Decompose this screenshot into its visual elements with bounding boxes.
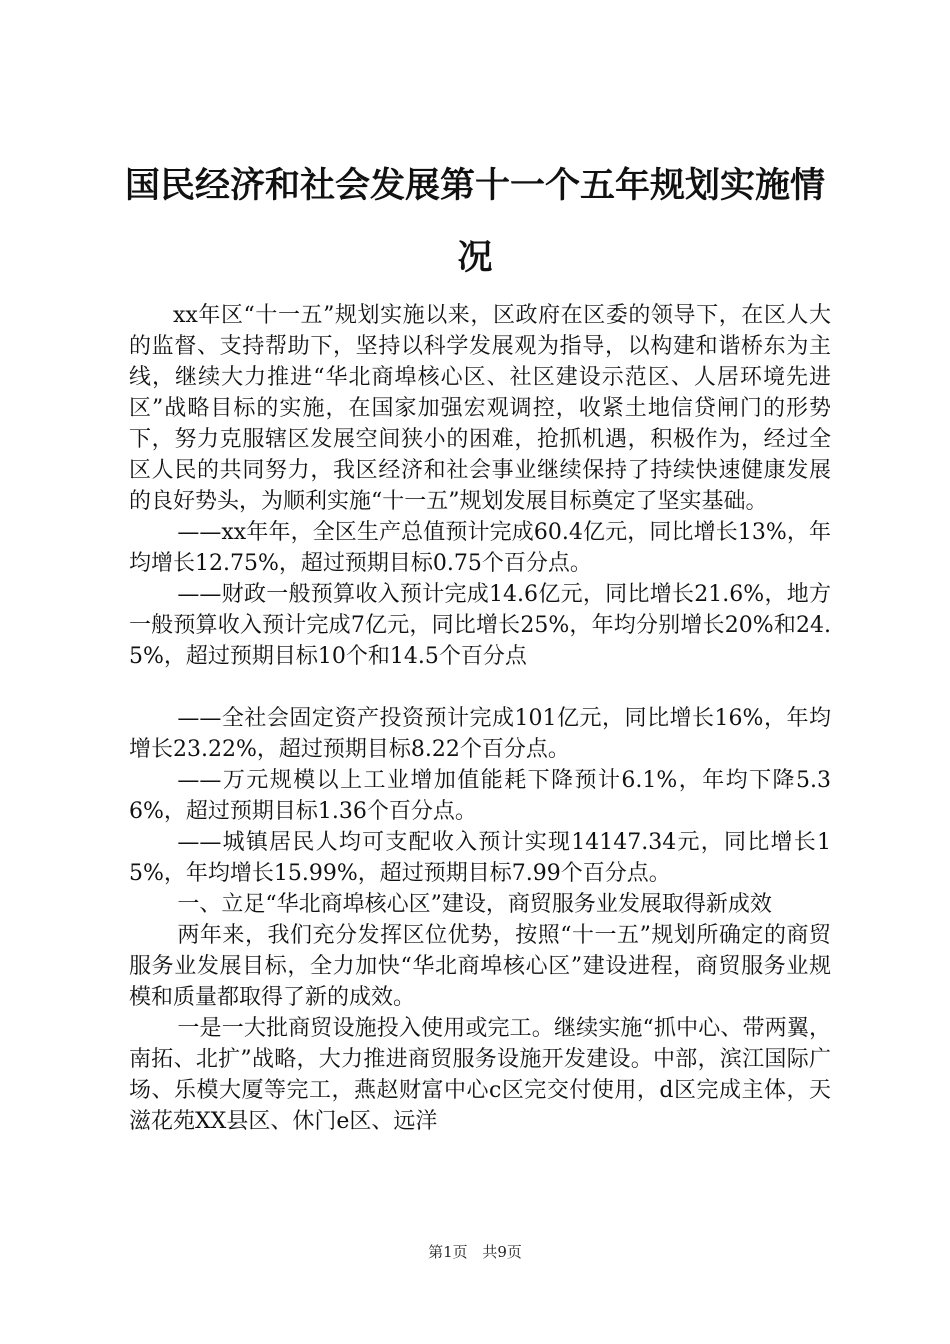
paragraph-energy-consumption: ——万元规模以上工业增加值能耗下降预计6.1%，年均下降5.36%，超过预期目标1.36个百分点。: [129, 768, 831, 824]
paragraph-commerce-facilities: 一是一大批商贸设施投入使用或完工。继续实施“抓中心、带两翼，南拓、北扩”战略，大力推进商贸服务设施开发建设。中部，滨江国际广场、乐模大厦等完工，燕赵财富中心c区完交付使用，d区完成主体，天滋花苑XX县区、休门e区、远洋: [129, 1016, 831, 1134]
section-heading-commerce: 一、立足“华北商埠核心区”建设，商贸服务业发展取得新成效: [177, 892, 772, 917]
page-total: 共9页: [482, 1243, 522, 1261]
paragraph-resident-income: ——城镇居民人均可支配收入预计实现14147.34元，同比增长15%，年均增长15.99%，超过预期目标7.99个百分点。: [129, 830, 831, 886]
document-body: [129, 300, 831, 1137]
document-title: 国民经济和社会发展第十一个五年规划实施情况: [124, 166, 825, 278]
paragraph-intro: xx年区“十一五”规划实施以来，区政府在区委的领导下，在区人大的监督、支持帮助下，坚持以科学发展观为指导，以构建和谐桥东为主线，继续大力推进“华北商埠核心区、社区建设示范区、人居环境先进区”战略目标的实施，在国家加强宏观调控，收紧土地信贷闸门的形势下，努力克服辖区发展空间狭小的困难，抢抓机遇，积极作为，经过全区人民的共同努力，我区经济和社会事业继续保持了持续快速健康发展的良好势头，为顺利实施“十一五”规划发展目标奠定了坚实基础。: [129, 303, 831, 514]
paragraph-commerce-overview: 两年来，我们充分发挥区位优势，按照“十一五”规划所确定的商贸服务业发展目标，全力加快“华北商埠核心区”建设进程，商贸服务业规模和质量都取得了新的成效。: [129, 923, 831, 1010]
blank-line: [129, 672, 831, 703]
paragraph-fixed-investment: ——全社会固定资产投资预计完成101亿元，同比增长16%，年均增长23.22%，超过预期目标8.22个百分点。: [129, 706, 831, 762]
page-number: 第1页: [428, 1243, 468, 1261]
page-footer: [0, 1242, 950, 1262]
paragraph-gdp: ——xx年年，全区生产总值预计完成60.4亿元，同比增长13%，年均增长12.75%，超过预期目标0.75个百分点。: [129, 520, 831, 576]
paragraph-fiscal-revenue: ——财政一般预算收入预计完成14.6亿元，同比增长21.6%，地方一般预算收入预计完成7亿元，同比增长25%，年均分别增长20%和24.5%，超过预期目标10个和14.5个百分点: [129, 582, 831, 669]
